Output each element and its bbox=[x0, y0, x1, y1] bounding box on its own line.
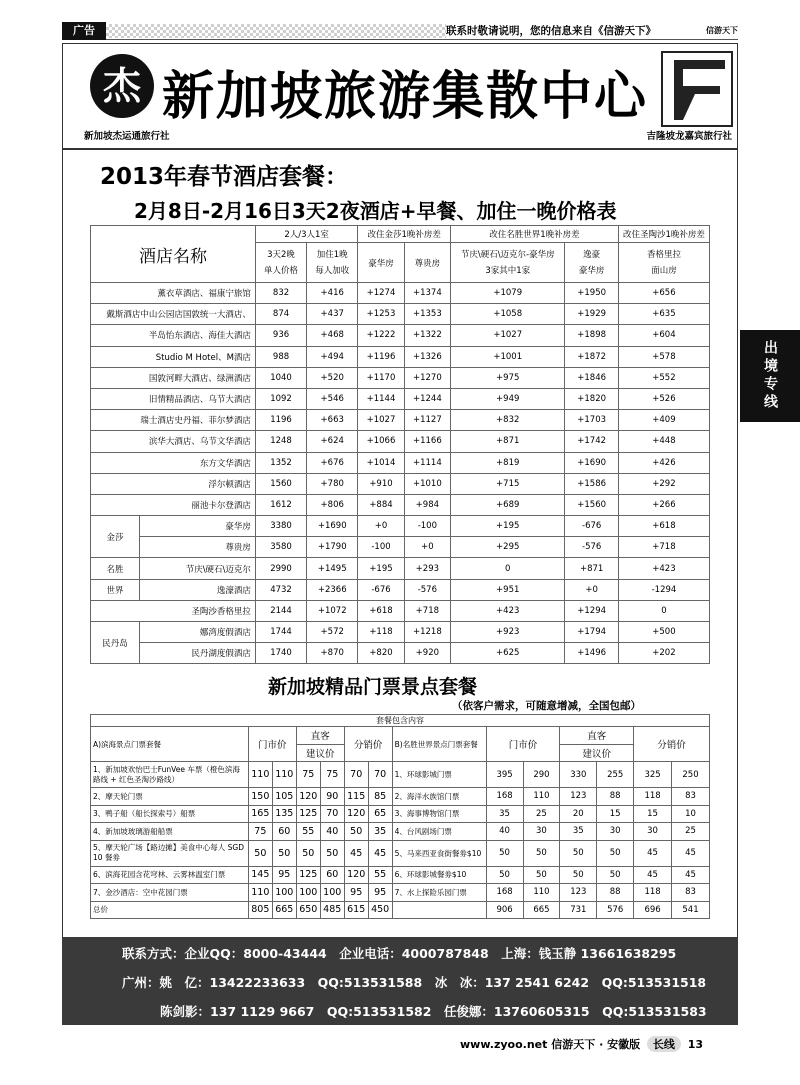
hotel-name: 半岛怡东酒店、海佳大酒店 bbox=[91, 325, 256, 346]
price-cell: 55 bbox=[368, 866, 392, 884]
table-row bbox=[91, 494, 710, 515]
price-cell: 50 bbox=[344, 823, 368, 841]
price-cell: 45 bbox=[634, 840, 672, 866]
price-cell: +1114 bbox=[404, 452, 450, 473]
price-cell: +1846 bbox=[565, 367, 618, 388]
package-b-item: 4、台风剧场门票 bbox=[392, 823, 486, 841]
footer-url: www.zyoo.net bbox=[460, 1038, 548, 1051]
brand-logo-icon: 杰 bbox=[90, 54, 154, 118]
col-header-festive: 节庆\硬石\迈克尔-豪华房 3家其中1家 bbox=[451, 243, 565, 283]
ticket-rows bbox=[91, 762, 710, 919]
price-cell: 135 bbox=[272, 805, 296, 823]
price-cell: +1027 bbox=[451, 325, 565, 346]
col-header-mingsheng: 改住名胜世界1晚补房差 bbox=[451, 226, 619, 243]
price-cell: 15 bbox=[597, 805, 634, 823]
ticket-section-subtitle: （依客户需求，可随意增减，全国包邮） bbox=[452, 700, 641, 712]
price-cell: 988 bbox=[255, 346, 306, 367]
price-cell: 110 bbox=[248, 762, 272, 788]
price-cell: +1166 bbox=[404, 431, 450, 452]
checker-pattern bbox=[106, 24, 446, 38]
package-b-item: 5、马来西亚食街餐劵$10 bbox=[392, 840, 486, 866]
included-header: 套餐包含内容 bbox=[91, 715, 710, 727]
price-cell: +1170 bbox=[358, 367, 404, 388]
package-a-item: 6、滨海花园含花穹林、云雾林温室门票 bbox=[91, 866, 249, 884]
price-cell: 1352 bbox=[255, 452, 306, 473]
hotel-name: 国敦河畔大酒店、绿洲酒店 bbox=[91, 367, 256, 388]
price-cell: 696 bbox=[634, 901, 672, 919]
price-cell: 35 bbox=[560, 823, 597, 841]
table-row bbox=[91, 901, 710, 919]
price-cell: 832 bbox=[255, 283, 306, 304]
price-cell: +1690 bbox=[565, 452, 618, 473]
price-cell: 330 bbox=[560, 762, 597, 788]
table-row bbox=[91, 367, 710, 388]
price-cell: 1248 bbox=[255, 431, 306, 452]
price-cell: 125 bbox=[296, 866, 320, 884]
price-cell: +468 bbox=[307, 325, 358, 346]
price-cell: 65 bbox=[368, 805, 392, 823]
price-cell: 50 bbox=[597, 866, 634, 884]
price-cell: +663 bbox=[307, 410, 358, 431]
package-a-item: 4、新加坡玻璃游船船票 bbox=[91, 823, 249, 841]
price-cell: 90 bbox=[320, 788, 344, 806]
price-cell: 874 bbox=[255, 304, 306, 325]
page-number: 13 bbox=[687, 1038, 704, 1051]
price-cell: 83 bbox=[672, 788, 710, 806]
price-cell: +1014 bbox=[358, 452, 404, 473]
price-cell: +437 bbox=[307, 304, 358, 325]
price-cell: +604 bbox=[618, 325, 709, 346]
table-row bbox=[91, 452, 710, 473]
hotel-name: 戴斯酒店中山公园店国敦统一大酒店、 bbox=[91, 304, 256, 325]
hotel-name: 旧情精品酒店、乌节大酒店 bbox=[91, 388, 256, 409]
price-cell: +1820 bbox=[565, 388, 618, 409]
price-cell: 35 bbox=[486, 805, 523, 823]
price-cell: +1066 bbox=[358, 431, 404, 452]
col-header-sentosa: 改住圣陶沙1晚补房差 bbox=[618, 226, 709, 243]
price-cell: 70 bbox=[320, 805, 344, 823]
price-cell: +546 bbox=[307, 388, 358, 409]
price-cell: 110 bbox=[248, 884, 272, 902]
price-cell: 40 bbox=[320, 823, 344, 841]
table-row bbox=[91, 473, 710, 494]
price-cell: 50 bbox=[523, 866, 560, 884]
price-cell: 30 bbox=[523, 823, 560, 841]
price-cell: +1127 bbox=[404, 410, 450, 431]
contact-line-3: 陈剑影：137 1129 9667 QQ:513531582 任俊娜：13760605315 QQ:513531583 bbox=[160, 1004, 707, 1019]
price-cell: 650 bbox=[296, 901, 320, 919]
price-cell: 20 bbox=[560, 805, 597, 823]
price-cell: +1222 bbox=[358, 325, 404, 346]
price-cell: 485 bbox=[320, 901, 344, 919]
price-cell: +832 bbox=[451, 410, 565, 431]
price-cell: 118 bbox=[634, 884, 672, 902]
price-cell: 45 bbox=[368, 840, 392, 866]
hotel-name: 丽池卡尔登酒店 bbox=[91, 494, 256, 515]
header-divider bbox=[62, 148, 738, 150]
price-cell: +624 bbox=[307, 431, 358, 452]
price-cell: 123 bbox=[560, 788, 597, 806]
price-cell: 255 bbox=[597, 762, 634, 788]
price-cell: 100 bbox=[296, 884, 320, 902]
package-a-item: 总价 bbox=[91, 901, 249, 919]
price-cell: +1586 bbox=[565, 473, 618, 494]
table-row bbox=[91, 304, 710, 325]
door-price-header-a: 门市价 bbox=[248, 727, 296, 762]
door-price-header-b: 门市价 bbox=[486, 727, 560, 762]
price-cell: +1950 bbox=[565, 283, 618, 304]
price-cell: +552 bbox=[618, 367, 709, 388]
hotel-name: 薰衣草酒店、福康宁旅馆 bbox=[91, 283, 256, 304]
hotel-name: 浮尔顿酒店 bbox=[91, 473, 256, 494]
price-cell: +819 bbox=[451, 452, 565, 473]
price-cell: 805 bbox=[248, 901, 272, 919]
price-cell: 35 bbox=[368, 823, 392, 841]
footer-badge: 长线 bbox=[647, 1036, 681, 1052]
price-cell: 123 bbox=[560, 884, 597, 902]
price-cell: 1612 bbox=[255, 494, 306, 515]
price-cell: +1010 bbox=[404, 473, 450, 494]
price-cell: 615 bbox=[344, 901, 368, 919]
dist-price-header-a: 分销价 bbox=[344, 727, 392, 762]
price-cell: +1898 bbox=[565, 325, 618, 346]
price-cell: 576 bbox=[597, 901, 634, 919]
price-cell: 731 bbox=[560, 901, 597, 919]
price-cell: 100 bbox=[320, 884, 344, 902]
price-cell: 1196 bbox=[255, 410, 306, 431]
price-cell: +635 bbox=[618, 304, 709, 325]
price-cell: +975 bbox=[451, 367, 565, 388]
price-cell: +292 bbox=[618, 473, 709, 494]
price-cell: 25 bbox=[523, 805, 560, 823]
ticket-price-table: 套餐包含内容 A)滨海景点门票套餐 门市价 直客 分销价 B)名胜世界景点门票套餐 门市价 直客 分销价 建议价 建议价 1、新加坡欢怡巴士FunVee 车票（橙色滨海路线 + 红色圣淘沙路线） 110 110 75 75 70 70 1、环球影城门票 395 290 330 255 325 250 2、摩天轮门票 150 105 120 90 115 85 2、海洋水族馆门票 168 110 123 88 118 83 3、鸭子船（船长探索号）船票 165 135 125 70 120 65 3、海事博物馆门票 35 25 20 15 15 10 4、新加坡玻璃游船船票 75 60 55 40 50 35 4、台风剧场门票 40 30 35 30 30 25 5、摩天轮广场【路边摊】美食中心每人 SGD 10 餐劵 50 50 50 50 45 45 5、马来西亚食街餐劵$10 50 50 50 50 45 45 6、滨海花园含花穹林、云雾林温室门票 145 95 125 60 120 55 6、环球影城餐劵$10 50 50 50 50 45 45 7、金沙酒店：空中花园门票 110 100 100 100 95 95 7、水上探险乐园门票 168 110 123 88 118 83 总价 805 665 650 485 615 450 906 665 731 576 696 541 bbox=[90, 714, 710, 919]
price-cell: 50 bbox=[560, 866, 597, 884]
hotel-name: 瑞士酒店史丹福、菲尔梦酒店 bbox=[91, 410, 256, 431]
price-cell: 1560 bbox=[255, 473, 306, 494]
price-cell: +426 bbox=[618, 452, 709, 473]
price-cell: 50 bbox=[486, 840, 523, 866]
left-agency: 新加坡杰运通旅行社 bbox=[84, 131, 170, 142]
price-cell: 906 bbox=[486, 901, 523, 919]
price-cell: 10 bbox=[672, 805, 710, 823]
table-row: 尊贵房 3580 +1790 -100 +0 +295 -576 +718 bbox=[91, 537, 710, 558]
price-cell: 50 bbox=[248, 840, 272, 866]
price-cell: 95 bbox=[272, 866, 296, 884]
price-cell: 30 bbox=[634, 823, 672, 841]
price-cell: 150 bbox=[248, 788, 272, 806]
direct-price-header-a: 直客 bbox=[296, 727, 344, 745]
price-cell: +1079 bbox=[451, 283, 565, 304]
package-b-item: 2、海洋水族馆门票 bbox=[392, 788, 486, 806]
right-agency: 吉隆坡龙嘉宾旅行社 bbox=[646, 131, 732, 142]
hotel-section-title: 2013年春节酒店套餐： bbox=[100, 164, 349, 190]
header bbox=[62, 48, 738, 148]
package-a-item: 7、金沙酒店：空中花园门票 bbox=[91, 884, 249, 902]
hotel-price-table bbox=[90, 225, 710, 664]
price-cell: 50 bbox=[523, 840, 560, 866]
price-cell: 75 bbox=[320, 762, 344, 788]
direct-price-header-b: 直客 bbox=[560, 727, 634, 745]
price-cell: 541 bbox=[672, 901, 710, 919]
col-header-shangri: 香格里拉 面山房 bbox=[618, 243, 709, 283]
package-b-item: 6、环球影城餐劵$10 bbox=[392, 866, 486, 884]
price-cell: 88 bbox=[597, 788, 634, 806]
table-row bbox=[91, 346, 710, 367]
price-cell: +1027 bbox=[358, 410, 404, 431]
price-cell: +1703 bbox=[565, 410, 618, 431]
table-row bbox=[91, 762, 710, 788]
price-cell: 110 bbox=[523, 788, 560, 806]
table-row: 世界 逸濠酒店 4732 +2366 -676 -576 +951 +0 -1294 bbox=[91, 579, 710, 600]
price-cell: 290 bbox=[523, 762, 560, 788]
price-cell: 120 bbox=[296, 788, 320, 806]
price-cell: 83 bbox=[672, 884, 710, 902]
side-tab: 出境专线 bbox=[740, 330, 800, 422]
price-cell: 50 bbox=[486, 866, 523, 884]
price-cell: 45 bbox=[344, 840, 368, 866]
price-cell: +910 bbox=[358, 473, 404, 494]
price-cell: +871 bbox=[451, 431, 565, 452]
price-cell: 450 bbox=[368, 901, 392, 919]
price-cell: 325 bbox=[634, 762, 672, 788]
contact-block bbox=[62, 937, 738, 1025]
price-cell: +1274 bbox=[358, 283, 404, 304]
price-cell: 168 bbox=[486, 788, 523, 806]
table-row bbox=[91, 866, 710, 884]
price-cell: +1058 bbox=[451, 304, 565, 325]
price-cell: 1040 bbox=[255, 367, 306, 388]
col-header-deluxe: 豪华房 bbox=[358, 243, 404, 283]
table-row: 金莎 豪华房 3380 +1690 +0 -100 +195 -676 +618 bbox=[91, 516, 710, 537]
hotel-rows bbox=[91, 283, 710, 516]
price-cell: +1560 bbox=[565, 494, 618, 515]
col-header-hotel-name: 酒店名称 bbox=[91, 226, 256, 283]
package-a-item: 5、摩天轮广场【路边摊】美食中心每人 SGD 10 餐劵 bbox=[91, 840, 249, 866]
hotel-name: 东方文华酒店 bbox=[91, 452, 256, 473]
price-cell: 88 bbox=[597, 884, 634, 902]
price-cell: 15 bbox=[634, 805, 672, 823]
price-cell: 25 bbox=[672, 823, 710, 841]
dist-price-header-b: 分销价 bbox=[634, 727, 710, 762]
price-cell: +656 bbox=[618, 283, 709, 304]
price-cell: 665 bbox=[523, 901, 560, 919]
price-cell: +494 bbox=[307, 346, 358, 367]
contact-line-2: 广州：姚 亿：13422233633 QQ:513531588 冰 冰：137 2541 6242 QQ:513531518 bbox=[122, 975, 707, 990]
price-cell: +1322 bbox=[404, 325, 450, 346]
price-cell: +526 bbox=[618, 388, 709, 409]
top-bar bbox=[62, 22, 738, 40]
table-row bbox=[91, 884, 710, 902]
price-cell: 75 bbox=[296, 762, 320, 788]
price-cell: 45 bbox=[672, 840, 710, 866]
price-cell: +1270 bbox=[404, 367, 450, 388]
col-header-yihao: 逸豪 豪华房 bbox=[565, 243, 618, 283]
price-cell: +416 bbox=[307, 283, 358, 304]
price-cell: +884 bbox=[358, 494, 404, 515]
source-note: 联系时敬请说明，您的信息来自《信游天下》 bbox=[446, 25, 656, 37]
package-b-item: 1、环球影城门票 bbox=[392, 762, 486, 788]
price-cell: 60 bbox=[272, 823, 296, 841]
price-cell: +715 bbox=[451, 473, 565, 494]
price-cell: +578 bbox=[618, 346, 709, 367]
price-cell: +984 bbox=[404, 494, 450, 515]
price-cell: +409 bbox=[618, 410, 709, 431]
price-cell: 50 bbox=[560, 840, 597, 866]
price-cell: +806 bbox=[307, 494, 358, 515]
price-cell: 40 bbox=[486, 823, 523, 841]
price-cell: 665 bbox=[272, 901, 296, 919]
col-header-room: 2人/3人1室 bbox=[255, 226, 357, 243]
price-cell: +266 bbox=[618, 494, 709, 515]
price-cell: 45 bbox=[634, 866, 672, 884]
price-cell: +949 bbox=[451, 388, 565, 409]
package-b-header: B)名胜世界景点门票套餐 bbox=[392, 727, 486, 762]
price-cell: 85 bbox=[368, 788, 392, 806]
col-header-jinsha: 改住金莎1晚补房差 bbox=[358, 226, 451, 243]
price-cell: 60 bbox=[320, 866, 344, 884]
hotel-section-subtitle: 2月8日-2月16日3天2夜酒店+早餐、加住一晚价格表 bbox=[134, 199, 617, 223]
price-cell: 50 bbox=[320, 840, 344, 866]
price-cell: 125 bbox=[296, 805, 320, 823]
ticket-section-title: 新加坡精品门票景点套餐 bbox=[268, 676, 478, 698]
price-cell: 55 bbox=[296, 823, 320, 841]
price-cell: 95 bbox=[344, 884, 368, 902]
contact-line-1: 联系方式：企业QQ：8000-43444 企业电话：4000787848 上海：钱玉静 13661638295 bbox=[122, 946, 677, 961]
price-cell: +689 bbox=[451, 494, 565, 515]
price-cell: 70 bbox=[344, 762, 368, 788]
package-a-header: A)滨海景点门票套餐 bbox=[91, 727, 249, 762]
table-row bbox=[91, 823, 710, 841]
package-a-item: 3、鸭子船（船长探索号）船票 bbox=[91, 805, 249, 823]
price-cell: 100 bbox=[272, 884, 296, 902]
package-b-item: 7、水上探险乐园门票 bbox=[392, 884, 486, 902]
table-row bbox=[91, 410, 710, 431]
table-row bbox=[91, 805, 710, 823]
price-cell: +1196 bbox=[358, 346, 404, 367]
price-cell: 110 bbox=[523, 884, 560, 902]
price-cell: 145 bbox=[248, 866, 272, 884]
price-cell: 115 bbox=[344, 788, 368, 806]
hotel-name: Studio M Hotel、M酒店 bbox=[91, 346, 256, 367]
price-cell: +1872 bbox=[565, 346, 618, 367]
price-cell: 120 bbox=[344, 866, 368, 884]
price-cell: 75 bbox=[248, 823, 272, 841]
price-cell: 95 bbox=[368, 884, 392, 902]
price-cell: 250 bbox=[672, 762, 710, 788]
price-cell: +1144 bbox=[358, 388, 404, 409]
price-cell: +676 bbox=[307, 452, 358, 473]
price-cell: 168 bbox=[486, 884, 523, 902]
hotel-name: 滨华大酒店、乌节文华酒店 bbox=[91, 431, 256, 452]
price-cell: +780 bbox=[307, 473, 358, 494]
price-cell: 70 bbox=[368, 762, 392, 788]
ad-tag: 广告 bbox=[62, 22, 106, 40]
price-cell: +448 bbox=[618, 431, 709, 452]
price-cell: +1374 bbox=[404, 283, 450, 304]
table-row bbox=[91, 325, 710, 346]
price-cell: 1092 bbox=[255, 388, 306, 409]
price-cell: 395 bbox=[486, 762, 523, 788]
price-cell: +1742 bbox=[565, 431, 618, 452]
table-row bbox=[91, 431, 710, 452]
price-cell: +1353 bbox=[404, 304, 450, 325]
table-row bbox=[91, 283, 710, 304]
footer-brand: 信游天下 · 安徽版 bbox=[551, 1038, 641, 1051]
table-row bbox=[91, 788, 710, 806]
table-row bbox=[91, 840, 710, 866]
col-header-extra-night: 加住1晚 每人加收 bbox=[307, 243, 358, 283]
price-cell: 120 bbox=[344, 805, 368, 823]
package-b-item: 3、海事博物馆门票 bbox=[392, 805, 486, 823]
price-cell: 165 bbox=[248, 805, 272, 823]
price-cell: 118 bbox=[634, 788, 672, 806]
package-a-item: 1、新加坡欢怡巴士FunVee 车票（橙色滨海路线 + 红色圣淘沙路线） bbox=[91, 762, 249, 788]
col-header-premier: 尊贵房 bbox=[404, 243, 450, 283]
package-b-item bbox=[392, 901, 486, 919]
f-logo-icon bbox=[660, 50, 734, 128]
price-cell: 50 bbox=[597, 840, 634, 866]
price-cell: +1244 bbox=[404, 388, 450, 409]
table-row: 民丹湖度假酒店 1740 +870 +820 +920 +625 +1496 +202 bbox=[91, 643, 710, 664]
table-row: 民丹岛 娜湾度假酒店 1744 +572 +118 +1218 +923 +1794 +500 bbox=[91, 622, 710, 643]
price-cell: 50 bbox=[296, 840, 320, 866]
price-cell: 105 bbox=[272, 788, 296, 806]
price-cell: +1326 bbox=[404, 346, 450, 367]
price-cell: +1001 bbox=[451, 346, 565, 367]
col-header-3d2n: 3天2晚 单人价格 bbox=[255, 243, 306, 283]
footer bbox=[460, 1036, 703, 1052]
price-cell: +1253 bbox=[358, 304, 404, 325]
price-cell: +520 bbox=[307, 367, 358, 388]
price-cell: 936 bbox=[255, 325, 306, 346]
price-cell: 45 bbox=[672, 866, 710, 884]
table-row: 名胜 节庆\硬石\迈克尔 2990 +1495 +195 +293 0 +871 +423 bbox=[91, 558, 710, 579]
table-row: 圣陶沙香格里拉 2144 +1072 +618 +718 +423 +1294 0 bbox=[91, 600, 710, 621]
table-row bbox=[91, 388, 710, 409]
price-cell: 30 bbox=[597, 823, 634, 841]
price-cell: 110 bbox=[272, 762, 296, 788]
page-title: 新加坡旅游集散中心 bbox=[162, 67, 649, 127]
publisher-logo: 信游天下 bbox=[706, 26, 738, 35]
price-cell: 50 bbox=[272, 840, 296, 866]
package-a-item: 2、摩天轮门票 bbox=[91, 788, 249, 806]
price-cell: +1929 bbox=[565, 304, 618, 325]
